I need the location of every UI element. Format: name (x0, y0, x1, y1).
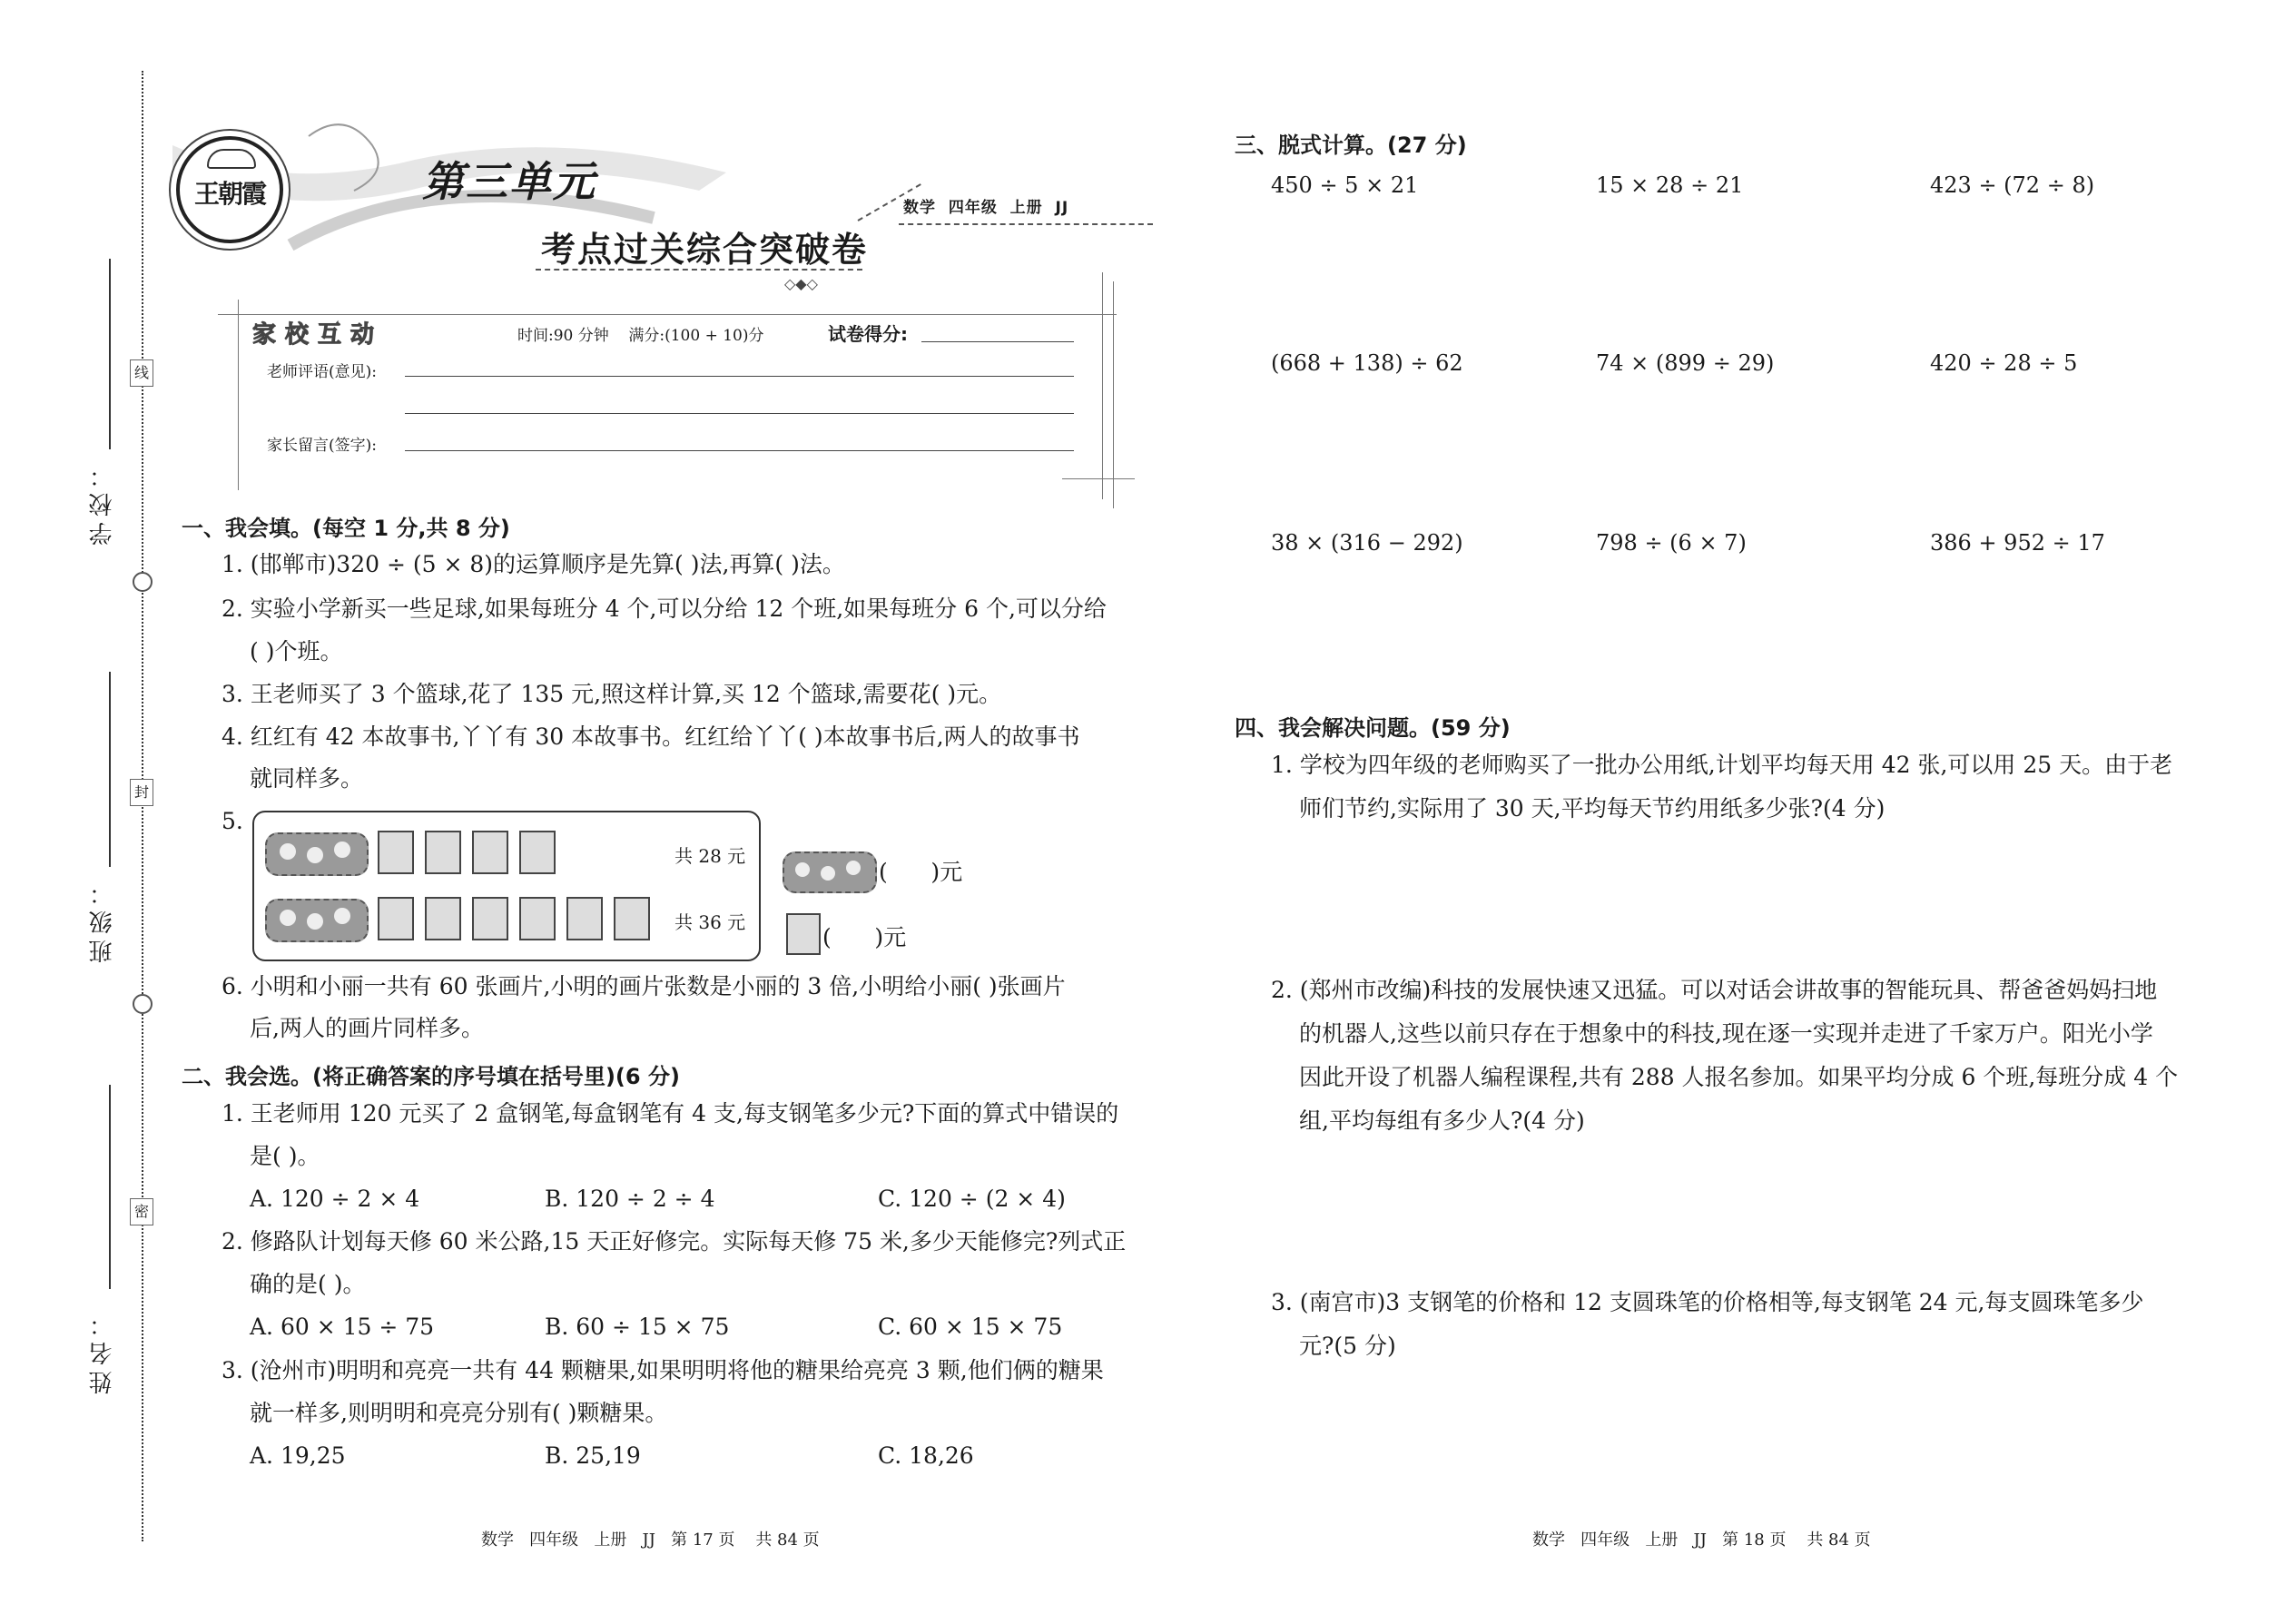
question-text: 4. 红红有 42 本故事书,丫丫有 30 本故事书。红红给丫丫( )本故事书后,两人的故事书 (222, 723, 1080, 750)
school-blank[interactable] (109, 259, 111, 449)
tag-line (899, 223, 1153, 225)
score-blank[interactable] (921, 341, 1074, 342)
question-text: 就同样多。 (250, 765, 364, 792)
name-blank[interactable] (109, 1085, 111, 1289)
logo-crown-icon (207, 149, 256, 169)
teacher-comment-line-2[interactable] (405, 413, 1074, 414)
notebook-icon (425, 897, 461, 940)
box-frame-right2 (1113, 281, 1114, 508)
expression: 423 ÷ (72 ÷ 8) (1930, 172, 2095, 198)
seal-mark-mi: 密 (130, 1198, 153, 1225)
row1-total: 共 28 元 (674, 845, 746, 867)
binding-hole-icon (133, 572, 153, 592)
question-text: 因此开设了机器人编程课程,共有 288 人报名参加。如果平均分成 6 个班,每班分成 4 个 (1299, 1064, 2179, 1090)
question-text: 3. 王老师买了 3 个篮球,花了 135 元,照这样计算,买 12 个篮球,需要花( )元。 (222, 681, 1002, 707)
expression: 798 ÷ (6 × 7) (1596, 530, 1747, 556)
notebook-icon (472, 897, 508, 940)
question-text: 2. 修路队计划每天修 60 米公路,15 天正好修完。实际每天修 75 米,多少天能修完?列式正 (222, 1228, 1127, 1255)
question-text: 2. 实验小学新买一些足球,如果每班分 4 个,可以分给 12 个班,如果每班分 6 个,可以分给 (222, 595, 1107, 622)
q5-answer-2[interactable]: ( )元 (822, 924, 907, 950)
seal-mark-feng: 封 (130, 779, 153, 806)
option-c[interactable]: C. 18,26 (878, 1442, 974, 1469)
question-text: 6. 小明和小丽一共有 60 张画片,小明的画片张数是小丽的 3 倍,小明给小丽( )张画片 (222, 973, 1066, 999)
q5-picture-box (252, 811, 761, 961)
option-a[interactable]: A. 120 ÷ 2 × 4 (250, 1186, 420, 1212)
box-frame-left (238, 300, 239, 490)
notebook-icon (614, 897, 650, 940)
question-text: 1. 王老师用 120 元买了 2 盒钢笔,每盒钢笔有 4 支,每支钢笔多少元?下面的算式中错误的 (222, 1100, 1119, 1127)
score-label: 试卷得分: (828, 323, 908, 345)
box-frame-top (218, 314, 1117, 315)
option-a[interactable]: A. 60 × 15 ÷ 75 (250, 1314, 435, 1340)
notebook-icon (786, 913, 821, 955)
section-title: 一、我会填。(每空 1 分,共 8 分) (182, 516, 510, 541)
logo-seal (176, 136, 283, 243)
box-frame-right (1102, 272, 1103, 499)
question-text: 1. 学校为四年级的老师购买了一批办公用纸,计划平均每天用 42 张,可以用 25 天。由于老 (1271, 752, 2173, 778)
time-info: 时间:90 分钟 满分:(100 + 10)分 (517, 327, 764, 345)
tag-arrow-icon: ◇◆◇ (784, 275, 818, 292)
notebook-icon (519, 831, 556, 874)
question-text: 师们节约,实际用了 30 天,平均每天节约用纸多少张?(4 分) (1299, 795, 1885, 822)
expression: 38 × (316 − 292) (1271, 530, 1463, 556)
notebook-icon (472, 831, 508, 874)
section-title: 三、脱式计算。(27 分) (1235, 133, 1467, 158)
dotted-cut-line (142, 71, 143, 1541)
question-text: 的机器人,这些以前只存在于想象中的科技,现在逐一实现并走进了千家万户。阳光小学 (1299, 1020, 2153, 1047)
question-text: ( )个班。 (250, 638, 343, 664)
school-label: 学校： (89, 458, 116, 546)
question-text: 就一样多,则明明和亮亮分别有( )颗糖果。 (250, 1400, 668, 1426)
option-c[interactable]: C. 120 ÷ (2 × 4) (878, 1186, 1066, 1212)
option-c[interactable]: C. 60 × 15 × 75 (878, 1314, 1063, 1340)
expression: 74 × (899 ÷ 29) (1596, 350, 1775, 376)
question-text: 元?(5 分) (1299, 1333, 1396, 1359)
pencil-case-icon (783, 851, 877, 893)
question-text: 2. (郑州市改编)科技的发展快速又迅猛。可以对话会讲故事的智能玩具、帮爸爸妈妈扫地 (1271, 977, 2158, 1003)
question-text: 1. (邯郸市)320 ÷ (5 × 8)的运算顺序是先算( )法,再算( )法。 (222, 551, 845, 577)
question-text: 组,平均每组有多少人?(4 分) (1299, 1107, 1585, 1134)
notebook-icon (425, 831, 461, 874)
binding-hole-icon (133, 994, 153, 1014)
q5-answer-1[interactable]: ( )元 (879, 859, 963, 885)
expression: (668 + 138) ÷ 62 (1271, 350, 1463, 376)
notebook-icon (378, 897, 414, 940)
option-a[interactable]: A. 19,25 (250, 1442, 346, 1469)
logo-text: 王朝霞 (193, 179, 265, 209)
parent-comment-label: 家长留言(签字): (267, 437, 377, 455)
option-b[interactable]: B. 60 ÷ 15 × 75 (545, 1314, 730, 1340)
notebook-icon (519, 897, 556, 940)
class-label: 班级： (89, 876, 116, 963)
teacher-comment-line[interactable] (405, 376, 1074, 377)
expression: 450 ÷ 5 × 21 (1271, 172, 1419, 198)
exam-subtitle: 考点过关综合突破卷 (541, 229, 869, 270)
section-title: 二、我会选。(将正确答案的序号填在括号里)(6 分) (182, 1064, 680, 1089)
footer-left: 数学 四年级 上册 JJ 第 17 页 共 84 页 (481, 1530, 820, 1550)
box-frame-bottom (1062, 478, 1135, 479)
row2-total: 共 36 元 (674, 911, 746, 933)
expression: 386 + 952 ÷ 17 (1930, 530, 2105, 556)
question-number: 5. (222, 808, 243, 834)
subtitle-underline (536, 269, 862, 271)
unit-title: 第三单元 (422, 157, 596, 206)
question-text: 后,两人的画片同样多。 (250, 1015, 484, 1041)
option-b[interactable]: B. 25,19 (545, 1442, 641, 1469)
question-text: 是( )。 (250, 1143, 320, 1169)
option-b[interactable]: B. 120 ÷ 2 ÷ 4 (545, 1186, 715, 1212)
expression: 420 ÷ 28 ÷ 5 (1930, 350, 2078, 376)
name-label: 姓名： (89, 1307, 116, 1394)
pencil-case-icon (265, 832, 369, 876)
pencil-case-icon (265, 899, 369, 942)
grade-tag: 数学 四年级 上册 JJ (903, 199, 1069, 217)
seal-mark-xian: 线 (130, 359, 153, 387)
expression: 15 × 28 ÷ 21 (1596, 172, 1744, 198)
question-text: 3. (沧州市)明明和亮亮一共有 44 颗糖果,如果明明将他的糖果给亮亮 3 颗,他们俩的糖果 (222, 1357, 1104, 1383)
class-blank[interactable] (109, 672, 111, 867)
question-text: 3. (南宫市)3 支钢笔的价格和 12 支圆珠笔的价格相等,每支钢笔 24 元,每支圆珠笔多少 (1271, 1289, 2144, 1315)
box-label: 家校互动 (252, 321, 384, 349)
footer-right: 数学 四年级 上册 JJ 第 18 页 共 84 页 (1532, 1530, 1871, 1550)
parent-comment-line[interactable] (405, 450, 1074, 451)
notebook-icon (566, 897, 603, 940)
question-text: 确的是( )。 (250, 1271, 366, 1297)
section-title: 四、我会解决问题。(59 分) (1235, 715, 1511, 741)
teacher-comment-label: 老师评语(意见): (267, 363, 377, 381)
notebook-icon (378, 831, 414, 874)
